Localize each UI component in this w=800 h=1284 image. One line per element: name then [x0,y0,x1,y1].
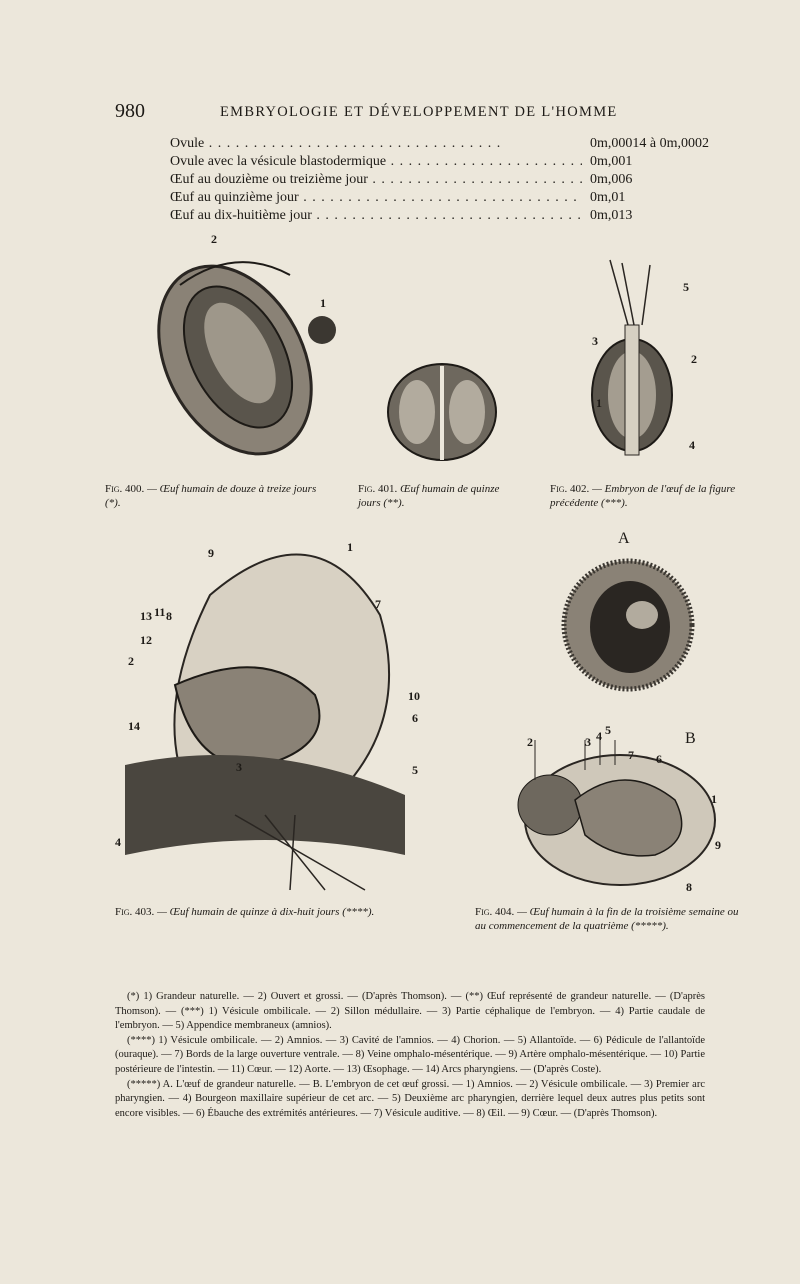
figure-label: 1 [596,396,602,410]
figure-label: 3 [236,760,242,774]
size-value: 0m,013 [582,207,715,225]
size-row [170,189,715,207]
caption-text: — Embryon de l'œuf de la figure précédente (***). [550,483,736,509]
figure-label: 2 [211,232,217,246]
figure-label: 4 [115,835,121,849]
figure-label: 5 [683,280,689,294]
caption-text: — Œuf humain de quinze à dix-huit jours (****). [157,906,375,918]
size-row [170,135,715,153]
caption-text: — Œuf humain de douze à treize jours (*). [105,483,317,509]
figure-401-caption [358,482,518,510]
size-label: Œuf au quinzième jour . . . [170,189,582,207]
figure-label: 9 [715,838,721,852]
figure-number: Fig. 401. [358,483,398,495]
figure-400-caption [105,482,330,510]
size-value: 0m,001 [582,153,715,171]
figure-label: 12 [140,633,152,647]
size-row [170,207,715,225]
figure-label: 9 [208,546,214,560]
figure-label: 7 [375,597,381,611]
footnotes [115,990,705,1121]
figure-label: 5 [605,723,611,737]
figure-label: 8 [686,880,692,894]
size-row [170,153,715,171]
figure-number: Fig. 404. [475,906,515,918]
page-number: 980 [115,100,145,122]
figure-401-illustration [385,360,500,465]
figure-404a-illustration [560,555,700,695]
figure-label: 1 [320,296,326,310]
figure-label: 4 [689,438,695,452]
figure-label: 1 [347,540,353,554]
figure-403-illustration [115,535,420,895]
figure-number: Fig. 400. [105,483,145,495]
figure-404-caption [475,905,745,933]
figure-400-illustration [140,245,350,470]
footnote: (*) 1) Grandeur naturelle. — 2) Ouvert et grossi. — (D'après Thomson). — (**) Œuf représenté de grandeur naturelle. — (D'après Thomson). — (***) 1) Vésicule ombilicale. — 2) Sillon médullaire. — 3) Partie céphalique de l'embryon. — 4) Partie caudale de l'embryon. — 5) Appendice membraneux (amnios). [115,991,705,1032]
figure-label: 13 [140,609,152,623]
figure-402-illustration [570,255,720,470]
figure-label: 2 [128,654,134,668]
size-value: 0m,01 [582,189,715,207]
figure-label: 10 [408,689,420,703]
figure-404b-illustration [505,740,720,890]
caption-text: — Œuf humain à la fin de la troisième semaine ou au commencement de la quatrième (*****). [475,906,739,932]
figure-label: 4 [596,729,602,743]
figure-label: 14 [128,719,140,733]
figure-label: 1 [711,792,717,806]
figure-label: 6 [412,711,418,725]
footnote: (****) 1) Vésicule ombilicale. — 2) Amnios. — 3) Cavité de l'amnios. — 4) Chorion. — 5) Allantoïde. — 6) Pédicule de l'allantoïde (ouraque). — 7) Bords de la large ouverture ventrale. — 8) Veine omphalo-mésentérique. — 9) Artère omphalo-mésentérique. — 10) Partie postérieure de l'intestin. — 11) Cœur. — 12) Aorte. — 13) Œsophage. — 14) Arcs pharyngiens. — (D'après Coste). [115,1034,705,1075]
figure-403-caption [115,905,420,919]
footnote: (*****) A. L'œuf de grandeur naturelle. — B. L'embryon de cet œuf grossi. — 1) Amnios. — 2) Vésicule ombilicale. — 3) Premier arc pharyngien. — 4) Bourgeon maxillaire supérieur de cet arc. — 5) Deuxième arc pharyngien, derrière lequel deux autres plus petits sont encore visibles. — 6) Ébauche des extrémités antérieures. — 7) Vésicule auditive. — 8) Œil. — 9) Cœur. — (D'après Thomson). [115,1078,705,1119]
figure-number: Fig. 403. [115,906,155,918]
size-table [170,135,715,225]
size-label: Ovule . . . [170,135,582,153]
caption-text: Œuf humain de quinze jours (**). [358,483,500,509]
figure-label: 5 [412,763,418,777]
size-value: 0m,006 [582,171,715,189]
figure-label: 3 [585,735,591,749]
figure-402-caption [550,482,745,510]
size-value: 0m,00014 à 0m,0002 [582,135,715,153]
figure-label: 3 [592,334,598,348]
figure-number: Fig. 402. [550,483,590,495]
size-label: Œuf au dix-huitième jour . . . [170,207,582,225]
figure-label: 7 [628,748,634,762]
figure-label: B [685,730,696,747]
figure-label: A [618,530,630,547]
size-row [170,171,715,189]
figure-label: 2 [527,735,533,749]
size-label: Ovule avec la vésicule blastodermique . . . [170,153,582,171]
running-title: EMBRYOLOGIE ET DÉVELOPPEMENT DE L'HOMME [220,104,618,120]
figure-label: 6 [656,752,662,766]
figure-label: 2 [691,352,697,366]
size-label: Œuf au douzième ou treizième jour . . . [170,171,582,189]
figure-label: 8 [166,609,172,623]
figure-label: 11 [154,605,166,619]
